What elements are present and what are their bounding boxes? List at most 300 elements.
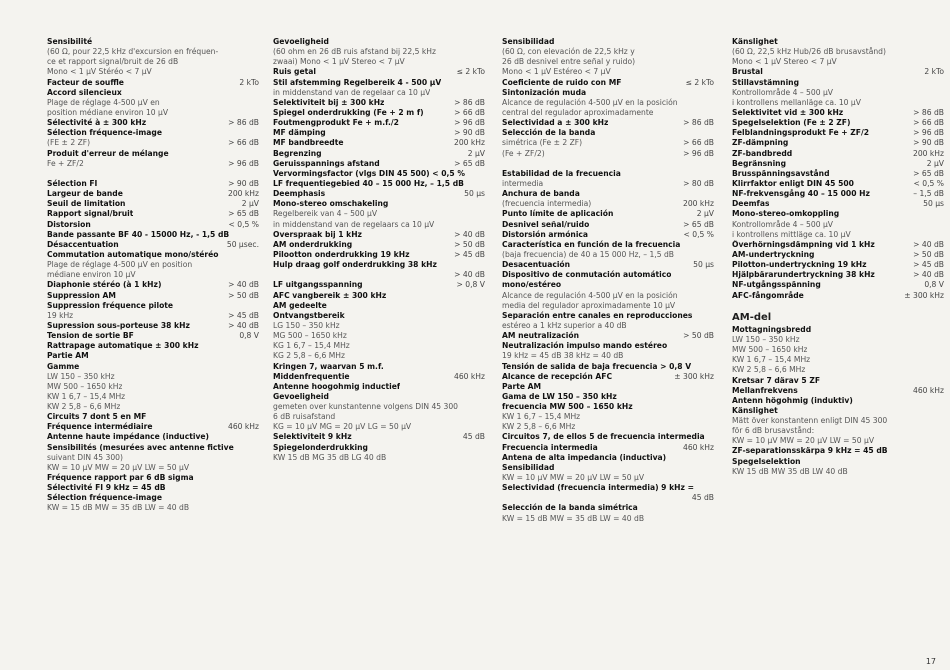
- spec-label: media del regulador aproximadamente 10 µV: [502, 300, 676, 310]
- spec-line: [732, 260, 944, 270]
- spec-line: [47, 392, 259, 402]
- spec-label: Selección de la banda: [502, 128, 596, 138]
- spec-line: [47, 483, 259, 493]
- spec-line: [732, 301, 944, 311]
- spec-line: [273, 280, 485, 290]
- spec-line: [502, 514, 714, 524]
- spec-line: [47, 291, 259, 301]
- spec-line: [273, 220, 485, 230]
- spec-label: Mono-stereo omschakeling: [273, 199, 389, 209]
- spec-line: [502, 240, 714, 250]
- spec-column-spanish: [502, 37, 714, 524]
- spec-label: Circuits 7 dont 5 en MF: [47, 412, 147, 422]
- spec-line: [47, 372, 259, 382]
- spec-line: [502, 199, 714, 209]
- spec-value: > 90 dB: [228, 178, 259, 188]
- spec-line: [732, 88, 944, 98]
- spec-label: KG 2 5,8 – 6,6 MHz: [273, 351, 345, 361]
- spec-value: > 40 dB: [454, 229, 485, 239]
- spec-value: > 50 dB: [913, 249, 944, 259]
- spec-line: [47, 209, 259, 219]
- spec-line: [47, 128, 259, 138]
- spec-label: Spiegel onderdrukking (Fe + 2 m f): [273, 107, 424, 117]
- spec-label: LF frequentiegebied 40 – 15 000 Hz, – 1,5 dB: [273, 178, 464, 188]
- spec-label: 26 dB desnivel entre señal y ruido): [502, 57, 636, 67]
- spec-line: [47, 220, 259, 230]
- spec-line: [47, 118, 259, 128]
- spec-value: > 96 dB: [228, 158, 259, 168]
- spec-line: [502, 341, 714, 351]
- spec-line: [273, 321, 485, 331]
- spec-line: [502, 47, 714, 57]
- spec-line: [732, 386, 944, 396]
- spec-label: Neutralización impulso mando estéreo: [502, 341, 668, 351]
- spec-line: [273, 402, 485, 412]
- spec-value: > 96 dB: [913, 128, 944, 138]
- spec-line: [273, 138, 485, 148]
- spec-value: 2 µV: [467, 148, 485, 158]
- spec-line: [502, 189, 714, 199]
- spec-line: [273, 179, 485, 189]
- spec-label: LW 150 – 350 kHz: [47, 371, 115, 381]
- spec-label: KW = 10 µV MW = 20 µV LW = 50 µV: [732, 436, 875, 446]
- spec-line: [732, 57, 944, 67]
- spec-value: > 40 dB: [228, 320, 259, 330]
- spec-value: ± 300 kHz: [674, 371, 714, 381]
- spec-label: Begränsning: [732, 158, 787, 168]
- spec-line: [273, 118, 485, 128]
- spec-label: LW 150 – 350 kHz: [732, 334, 800, 344]
- spec-label: Punto límite de aplicación: [502, 209, 614, 219]
- spec-line: [273, 362, 485, 372]
- spec-label: simétrica (Fe ± 2 ZF): [502, 138, 583, 148]
- spec-value: > 86 dB: [913, 107, 944, 117]
- spec-line: [47, 149, 259, 159]
- spec-label: AM gedeelte: [273, 300, 327, 310]
- spec-label: KW 1 6,7 – 15,4 MHz: [47, 391, 126, 401]
- spec-label: Mono-stereo-omkoppling: [732, 209, 840, 219]
- spec-value: > 66 dB: [454, 107, 485, 117]
- spec-label: ce et rapport signal/bruit de 26 dB: [47, 57, 179, 67]
- spec-line: [47, 189, 259, 199]
- spec-line: [273, 67, 485, 77]
- spec-line: [732, 179, 944, 189]
- spec-line: [273, 78, 485, 88]
- spec-label: LG 150 – 350 kHz: [273, 320, 340, 330]
- spec-line: [502, 250, 714, 260]
- spec-line: [502, 57, 714, 67]
- spec-label: Selectividad a ± 300 kHz: [502, 118, 609, 128]
- spec-value: 2 kTo: [924, 67, 944, 77]
- spec-label: Stil afstemming Regelbereik 4 - 500 µV: [273, 77, 442, 87]
- spec-line: [47, 199, 259, 209]
- spec-line: [273, 422, 485, 432]
- spec-label: MW 500 – 1650 kHz: [47, 381, 123, 391]
- spec-label: (60 Ω, pour 22,5 kHz d'excursion en fréquen-: [47, 47, 219, 57]
- spec-line: [47, 443, 259, 453]
- spec-label: KW 1 6,7 – 15,4 MHz: [502, 412, 581, 422]
- spec-line: [502, 402, 714, 412]
- spec-value: 2 kTo: [239, 77, 259, 87]
- spec-label: Suppression fréquence pilote: [47, 300, 174, 310]
- spec-line: [732, 78, 944, 88]
- spec-line: [273, 372, 485, 382]
- spec-value: > 66 dB: [683, 138, 714, 148]
- spec-line: [502, 37, 714, 47]
- spec-line: [732, 220, 944, 230]
- spec-value: 200 kHz: [453, 138, 485, 148]
- spec-line: [273, 88, 485, 98]
- spec-value: < 0,5 %: [228, 219, 259, 229]
- spec-label: (60 ohm en 26 dB ruis afstand bij 22,5 kHz: [273, 47, 436, 57]
- spec-label: Tension de sortie BF: [47, 331, 134, 341]
- spec-line: [273, 149, 485, 159]
- spec-line: [732, 457, 944, 467]
- spec-label: Mono < 1 µV Estéreo < 7 µV: [502, 67, 611, 77]
- spec-line: [47, 311, 259, 321]
- spec-value: 0,8 V: [239, 331, 259, 341]
- spec-line: [273, 189, 485, 199]
- spec-line: [273, 47, 485, 57]
- spec-label: (frecuencia intermedia): [502, 199, 592, 209]
- spec-line: [732, 291, 944, 301]
- spec-line: [502, 169, 714, 179]
- spec-label: (60 Ω, 22,5 kHz Hub/26 dB brusavstånd): [732, 47, 886, 57]
- spec-value: 460 kHz: [912, 385, 944, 395]
- spec-line: [502, 138, 714, 148]
- spec-label: AM-del: [732, 311, 772, 323]
- spec-label: MF dämping: [273, 128, 326, 138]
- spec-value: < 0,5 %: [683, 229, 714, 239]
- spec-value: > 50 dB: [454, 239, 485, 249]
- spec-value: > 65 dB: [683, 219, 714, 229]
- spec-label: AFC-fångområde: [732, 290, 804, 300]
- spec-label: Antena de alta impedancia (inductiva): [502, 452, 667, 462]
- spec-column-dutch: [273, 37, 485, 463]
- spec-line: [47, 260, 259, 270]
- spec-value: > 40 dB: [913, 239, 944, 249]
- spec-line: [502, 493, 714, 503]
- spec-line: [273, 128, 485, 138]
- spec-label: Tensión de salida de baja frecuencia > 0,8 V: [502, 361, 692, 371]
- spec-label: zwaai) Mono < 1 µV Stereo < 7 µV: [273, 57, 405, 67]
- spec-line: [273, 260, 485, 270]
- spec-line: [47, 402, 259, 412]
- spec-line: [273, 291, 485, 301]
- spec-label: Selektiviteit bij ± 300 kHz: [273, 97, 385, 107]
- spec-label: Selektivitet vid ± 300 kHz: [732, 107, 844, 117]
- spec-label: Gamme: [47, 361, 80, 371]
- spec-label: KW 2 5,8 – 6,6 MHz: [732, 365, 806, 375]
- spec-label: 6 dB ruisafstand: [273, 412, 336, 422]
- spec-label: LF uitgangsspanning: [273, 280, 363, 290]
- spec-line: [47, 422, 259, 432]
- spec-line: [502, 270, 714, 280]
- spec-line: [502, 331, 714, 341]
- spec-line: [502, 98, 714, 108]
- spec-value: > 40 dB: [454, 270, 485, 280]
- spec-value: 45 dB: [691, 493, 714, 503]
- spec-line: [502, 209, 714, 219]
- spec-label: AM neutralización: [502, 331, 580, 341]
- spec-label: KG = 10 µV MG = 20 µV LG = 50 µV: [273, 422, 412, 432]
- spec-label: suivant DIN 45 300): [47, 452, 123, 462]
- spec-line: [273, 351, 485, 361]
- spec-line: [502, 280, 714, 290]
- spec-value: ± 300 kHz: [904, 290, 944, 300]
- spec-line: [47, 493, 259, 503]
- spec-label: (baja frecuencia) de 40 a 15 000 Hz, – 1,5 dB: [502, 249, 674, 259]
- spec-label: Désaccentuation: [47, 239, 119, 249]
- spec-label: Suppression AM: [47, 290, 116, 300]
- spec-label: Separación entre canales en reproducciones: [502, 310, 693, 320]
- spec-label: Desacentuación: [502, 260, 571, 270]
- spec-label: Sélection FI: [47, 178, 98, 188]
- spec-label: KW 15 dB MG 35 dB LG 40 dB: [273, 452, 387, 462]
- spec-line: [502, 118, 714, 128]
- spec-line: [47, 88, 259, 98]
- spec-line: [47, 240, 259, 250]
- spec-label: ZF-separationsskärpa 9 kHz = 45 dB: [732, 446, 888, 456]
- spec-line: [732, 67, 944, 77]
- spec-line: [47, 382, 259, 392]
- spec-label: Sélection fréquence-image: [47, 493, 163, 503]
- spec-line: [732, 365, 944, 375]
- spec-label: estéreo a 1 kHz superior a 40 dB: [502, 320, 627, 330]
- spec-line: [502, 473, 714, 483]
- spec-label: mono/estéreo: [502, 280, 562, 290]
- spec-label: Kontrollområde 4 – 500 µV: [732, 87, 833, 97]
- spec-value: 50 µs: [923, 199, 944, 209]
- spec-value: > 45 dB: [454, 249, 485, 259]
- spec-line: [273, 443, 485, 453]
- spec-value: > 80 dB: [683, 178, 714, 188]
- spec-line: [732, 169, 944, 179]
- spec-value: 200 kHz: [912, 148, 944, 158]
- spec-line: [273, 159, 485, 169]
- spec-line: [732, 335, 944, 345]
- spec-line: [732, 416, 944, 426]
- spec-line: [47, 453, 259, 463]
- spec-label: Estabilidad de la frecuencia: [502, 168, 621, 178]
- spec-line: [47, 98, 259, 108]
- spec-line: [273, 341, 485, 351]
- spec-label: Selectividad (frecuencia intermedia) 9 kHz =: [502, 483, 694, 493]
- spec-line: [273, 98, 485, 108]
- spec-label: Stillavstämning: [732, 77, 800, 87]
- spec-label: Sélectivité FI 9 kHz = 45 dB: [47, 483, 166, 493]
- spec-line: [47, 341, 259, 351]
- spec-label: KG 1 6,7 – 15,4 MHz: [273, 341, 350, 351]
- spec-line: [732, 230, 944, 240]
- spec-line: [273, 392, 485, 402]
- spec-label: Middenfrequentie: [273, 371, 350, 381]
- spec-label: Klirrfaktor enligt DIN 45 500: [732, 178, 854, 188]
- spec-label: Característica en función de la frecuencia: [502, 239, 681, 249]
- spec-line: [273, 108, 485, 118]
- spec-label: Antenn högohmig (induktiv): [732, 395, 853, 405]
- spec-label: frecuencia MW 500 – 1650 kHz: [502, 402, 633, 412]
- spec-value: ≤ 2 kTo: [456, 67, 485, 77]
- spec-line: [732, 355, 944, 365]
- spec-line: [273, 240, 485, 250]
- spec-value: 0,8 V: [924, 280, 944, 290]
- spec-label: Sélection fréquence-image: [47, 128, 163, 138]
- spec-line: [732, 376, 944, 386]
- spec-line: [732, 98, 944, 108]
- spec-label: Commutation automatique mono/stéréo: [47, 249, 219, 259]
- spec-value: > 90 dB: [454, 128, 485, 138]
- spec-line: [273, 209, 485, 219]
- spec-line: [47, 57, 259, 67]
- spec-line: [502, 179, 714, 189]
- spec-line: [502, 392, 714, 402]
- spec-line: [732, 108, 944, 118]
- spec-label: Regelbereik van 4 – 500 µV: [273, 209, 378, 219]
- spec-value: 2 µV: [926, 158, 944, 168]
- spec-label: Gama de LW 150 – 350 kHz: [502, 391, 617, 401]
- spec-label: Overspraak bij 1 kHz: [273, 229, 362, 239]
- spec-line: [502, 260, 714, 270]
- spec-value: > 50 dB: [228, 290, 259, 300]
- spec-label: Antenne hoogohmig inductief: [273, 381, 401, 391]
- spec-value: > 65 dB: [228, 209, 259, 219]
- spec-label: Plage de réglage 4-500 µV en position: [47, 260, 193, 270]
- spec-label: AM-undertryckning: [732, 249, 815, 259]
- spec-label: Largeur de bande: [47, 189, 123, 199]
- spec-label: 19 kHz = 45 dB 38 kHz = 40 dB: [502, 351, 624, 361]
- spec-line: [273, 453, 485, 463]
- spec-label: Supression sous-porteuse 38 kHz: [47, 320, 190, 330]
- spec-label: Begrenzing: [273, 148, 322, 158]
- spec-label: Plage de réglage 4-500 µV en: [47, 97, 160, 107]
- spec-value: 460 kHz: [453, 371, 485, 381]
- spec-label: Mono < 1 µV Stéréo < 7 µV: [47, 67, 152, 77]
- spec-label: Rattrapage automatique ± 300 kHz: [47, 341, 199, 351]
- spec-column-french: [47, 37, 259, 514]
- spec-value: 45 dB: [462, 432, 485, 442]
- spec-line: [502, 301, 714, 311]
- spec-line: [502, 382, 714, 392]
- spec-line: [47, 169, 259, 179]
- spec-line: [502, 483, 714, 493]
- spec-line: [732, 47, 944, 57]
- spec-line: [47, 78, 259, 88]
- spec-line: [273, 37, 485, 47]
- spec-label: Sensibilidad: [502, 37, 555, 46]
- spec-label: AM onderdrukking: [273, 239, 353, 249]
- spec-line: [47, 250, 259, 260]
- spec-line: [47, 432, 259, 442]
- spec-label: Fe + ZF/2: [47, 158, 84, 168]
- spec-line: [732, 128, 944, 138]
- spec-label: Selección de la banda simétrica: [502, 503, 638, 513]
- spec-line: [47, 138, 259, 148]
- spec-label: Distorsión armónica: [502, 229, 589, 239]
- spec-label: Hulp draag golf onderdrukking 38 kHz: [273, 260, 437, 270]
- spec-value: > 40 dB: [228, 280, 259, 290]
- spec-label: 19 kHz: [47, 310, 74, 320]
- spec-value: > 90 dB: [913, 138, 944, 148]
- spec-line: [273, 250, 485, 260]
- spec-label: Accord silencieux: [47, 87, 122, 97]
- spec-line: [732, 311, 944, 325]
- spec-label: Spegelselektion: [732, 456, 801, 466]
- spec-label: intermedia: [502, 178, 544, 188]
- spec-label: Frecuencia intermedia: [502, 442, 598, 452]
- spec-value: > 50 dB: [683, 331, 714, 341]
- spec-line: [732, 345, 944, 355]
- spec-line: [273, 169, 485, 179]
- spec-line: [732, 325, 944, 335]
- spec-label: Vervormingsfactor (vlgs DIN 45 500) < 0,5 %: [273, 168, 465, 178]
- spec-line: [47, 351, 259, 361]
- spec-line: [273, 311, 485, 321]
- spec-label: Överhörningsdämpning vid 1 kHz: [732, 239, 875, 249]
- spec-value: > 66 dB: [228, 138, 259, 148]
- spec-line: [47, 473, 259, 483]
- spec-label: Känslighet: [732, 405, 778, 415]
- spec-line: [502, 108, 714, 118]
- spec-label: Gevoeligheid: [273, 37, 329, 46]
- spec-label: Alcance de regulación 4-500 µV en la posición: [502, 97, 678, 107]
- spec-line: [732, 426, 944, 436]
- spec-line: [732, 189, 944, 199]
- spec-value: > 40 dB: [913, 270, 944, 280]
- spec-label: MF bandbreedte: [273, 138, 344, 148]
- spec-label: Sintonización muda: [502, 87, 587, 97]
- spec-label: MG 500 – 1650 kHz: [273, 331, 347, 341]
- spec-value: 200 kHz: [227, 189, 259, 199]
- spec-value: < 0,5 %: [913, 178, 944, 188]
- spec-line: [47, 321, 259, 331]
- spec-line: [502, 67, 714, 77]
- spec-label: Brusspänningsavstånd: [732, 168, 830, 178]
- spec-line: [47, 331, 259, 341]
- spec-value: > 86 dB: [454, 97, 485, 107]
- spec-label: KW = 10 µV MW = 20 µV LW = 50 µV: [47, 462, 190, 472]
- spec-value: ≤ 2 kTo: [685, 77, 714, 87]
- spec-line: [273, 331, 485, 341]
- spec-value: > 0,8 V: [456, 280, 485, 290]
- spec-line: [273, 382, 485, 392]
- spec-label: Coeficiente de ruido con MF: [502, 77, 622, 87]
- spec-label: central del regulador aproximadamente: [502, 107, 654, 117]
- spec-value: 50 µsec.: [226, 239, 259, 249]
- spec-label: Spegelselektion (Fe ± 2 ZF): [732, 118, 851, 128]
- spec-line: [47, 362, 259, 372]
- spec-value: > 66 dB: [913, 118, 944, 128]
- spec-line: [732, 467, 944, 477]
- spec-line: [502, 149, 714, 159]
- spec-line: [502, 128, 714, 138]
- spec-line: [47, 270, 259, 280]
- spec-label: Spiegelonderdrukking: [273, 442, 368, 452]
- page-number: 17: [925, 657, 936, 666]
- spec-value: 2 µV: [241, 199, 259, 209]
- spec-line: [273, 432, 485, 442]
- spec-line: [502, 372, 714, 382]
- spec-line: [732, 37, 944, 47]
- spec-label: i kontrollens mellanläge ca. 10 µV: [732, 97, 861, 107]
- spec-line: [47, 280, 259, 290]
- spec-label: Anchura de banda: [502, 189, 580, 199]
- spec-line: [47, 230, 259, 240]
- spec-line: [502, 432, 714, 442]
- spec-line: [47, 159, 259, 169]
- spec-label: Seuil de limitation: [47, 199, 126, 209]
- spec-value: > 45 dB: [228, 310, 259, 320]
